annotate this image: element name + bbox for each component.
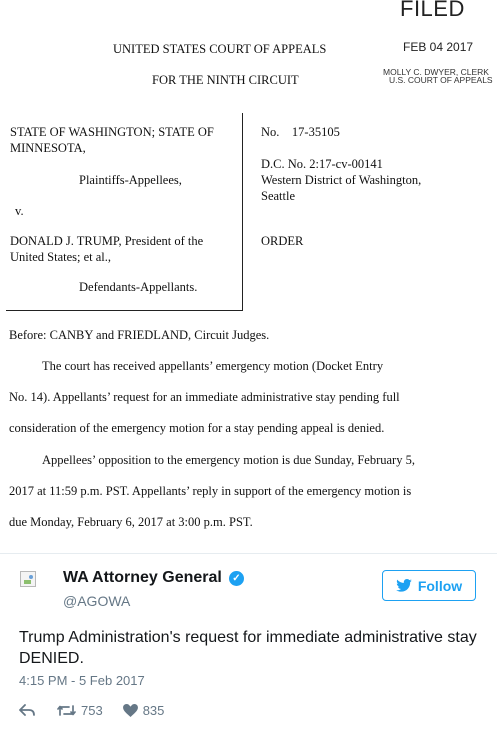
embedded-tweet <box>0 553 497 738</box>
plaintiffs-role: Plaintiffs-Appellees, <box>79 173 182 187</box>
like-count: 835 <box>142 702 165 718</box>
defendants-line1: DONALD J. TRUMP, President of the <box>10 234 204 248</box>
defendants-role: Defendants-Appellants. <box>79 280 198 294</box>
district-line2: Seattle <box>261 189 296 203</box>
court-heading-line1: UNITED STATES COURT OF APPEALS <box>113 42 327 56</box>
bird-icon <box>396 579 412 592</box>
plaintiffs-line1: STATE OF WASHINGTON; STATE OF <box>10 125 214 139</box>
retweet-icon <box>57 704 76 717</box>
broken-image-icon[interactable] <box>20 571 36 587</box>
body-line: consideration of the emergency motion for a stay pending appeal is denied. <box>9 421 385 435</box>
body-line: due Monday, February 6, 2017 at 3:00 p.m. PST. <box>9 515 253 529</box>
follow-label: Follow <box>417 577 463 594</box>
tweet-timestamp[interactable]: 4:15 PM - 5 Feb 2017 <box>19 673 145 688</box>
district-line1: Western District of Washington, <box>261 173 422 187</box>
body-line: Appellees’ opposition to the emergency motion is due Sunday, February 5, <box>42 453 415 467</box>
tweet-handle[interactable]: @AGOWA <box>63 593 131 609</box>
versus: v. <box>15 204 24 218</box>
tweet-display-name[interactable]: WA Attorney General <box>63 569 222 586</box>
case-number: No. 17-35105 <box>261 125 340 139</box>
body-line: The court has received appellants’ emergency motion (Docket Entry <box>42 359 384 373</box>
tweet-text: Trump Administration's request for immediate administrative stay DENIED. <box>19 629 477 667</box>
filed-date: FEB 04 2017 <box>403 40 474 54</box>
tweet-actions <box>19 701 164 719</box>
clerk-court: U.S. COURT OF APPEALS <box>389 75 493 85</box>
reply-icon <box>19 704 35 717</box>
before-line: Before: CANBY and FRIEDLAND, Circuit Judges. <box>9 328 270 342</box>
retweet-button[interactable] <box>57 703 103 718</box>
reply-button[interactable] <box>19 704 35 717</box>
follow-button[interactable] <box>382 570 476 601</box>
filed-stamp: FILED <box>400 0 465 21</box>
order-title: ORDER <box>261 234 304 248</box>
plaintiffs-line2: MINNESOTA, <box>10 141 86 155</box>
body-line: 2017 at 11:59 p.m. PST. Appellants’ reply in support of the emergency motion is <box>9 484 412 498</box>
dc-number: D.C. No. 2:17-cv-00141 <box>261 157 383 171</box>
court-heading-line2: FOR THE NINTH CIRCUIT <box>152 73 299 87</box>
verified-badge-icon: ✓ <box>229 571 244 586</box>
like-button[interactable] <box>123 703 165 718</box>
body-line: No. 14). Appellants’ request for an immediate administrative stay pending full <box>9 390 400 404</box>
retweet-count: 753 <box>81 702 103 718</box>
clerk-name: MOLLY C. DWYER, CLERK <box>383 67 489 77</box>
heart-icon <box>123 704 138 717</box>
defendants-line2: United States; et al., <box>10 250 112 264</box>
